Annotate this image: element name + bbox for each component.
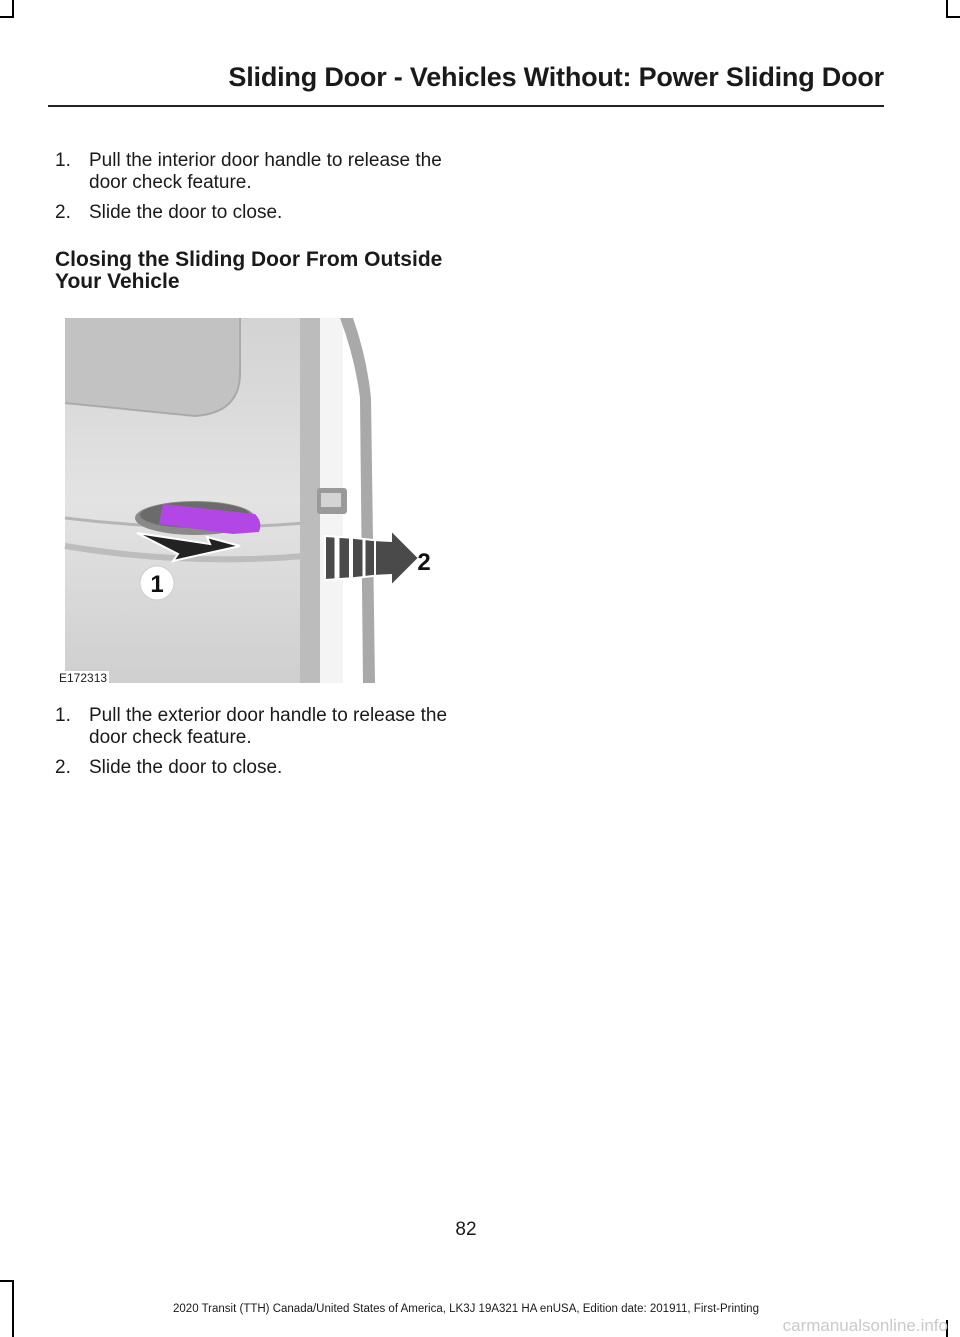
list-item	[55, 757, 455, 779]
door-handle-illustration	[55, 318, 445, 690]
footer-text: 2020 Transit (TTH) Canada/United States of America, LK3J 19A321 HA enUSA, Edition date: 201911, First-Printing	[173, 1303, 759, 1315]
interior-steps-list	[55, 150, 455, 232]
step-text: Pull the interior door handle to release the door check feature.	[89, 150, 442, 193]
step-text: Slide the door to close.	[89, 757, 283, 778]
crop-mark	[0, 16, 14, 18]
header-divider	[48, 105, 884, 107]
callout-2-label: 2	[417, 549, 431, 576]
page-title: Sliding Door - Vehicles Without: Power Sliding Door	[228, 62, 884, 92]
callout-1-label: 1	[150, 571, 164, 598]
illustration-graphic	[55, 318, 445, 690]
step-text: Pull the exterior door handle to release the door check feature.	[89, 705, 448, 748]
figure-id: E172313	[59, 671, 108, 685]
page-number: 82	[455, 1219, 477, 1240]
crop-mark	[946, 16, 960, 18]
watermark: carmanualsonline.info	[782, 1316, 948, 1335]
window-edge	[65, 318, 240, 416]
list-item	[55, 202, 455, 224]
section-heading: Closing the Sliding Door From Outside Your Vehicle	[55, 248, 443, 293]
step-number: 2.	[55, 757, 71, 778]
exterior-steps-list	[55, 705, 455, 787]
step-number: 1.	[55, 150, 71, 171]
crop-mark	[0, 1280, 14, 1282]
list-item	[55, 705, 455, 749]
step-number: 1.	[55, 705, 71, 726]
step-number: 2.	[55, 202, 71, 223]
crop-mark	[12, 0, 14, 16]
crop-mark	[946, 0, 948, 16]
list-item	[55, 150, 455, 194]
step-text: Slide the door to close.	[89, 202, 283, 223]
